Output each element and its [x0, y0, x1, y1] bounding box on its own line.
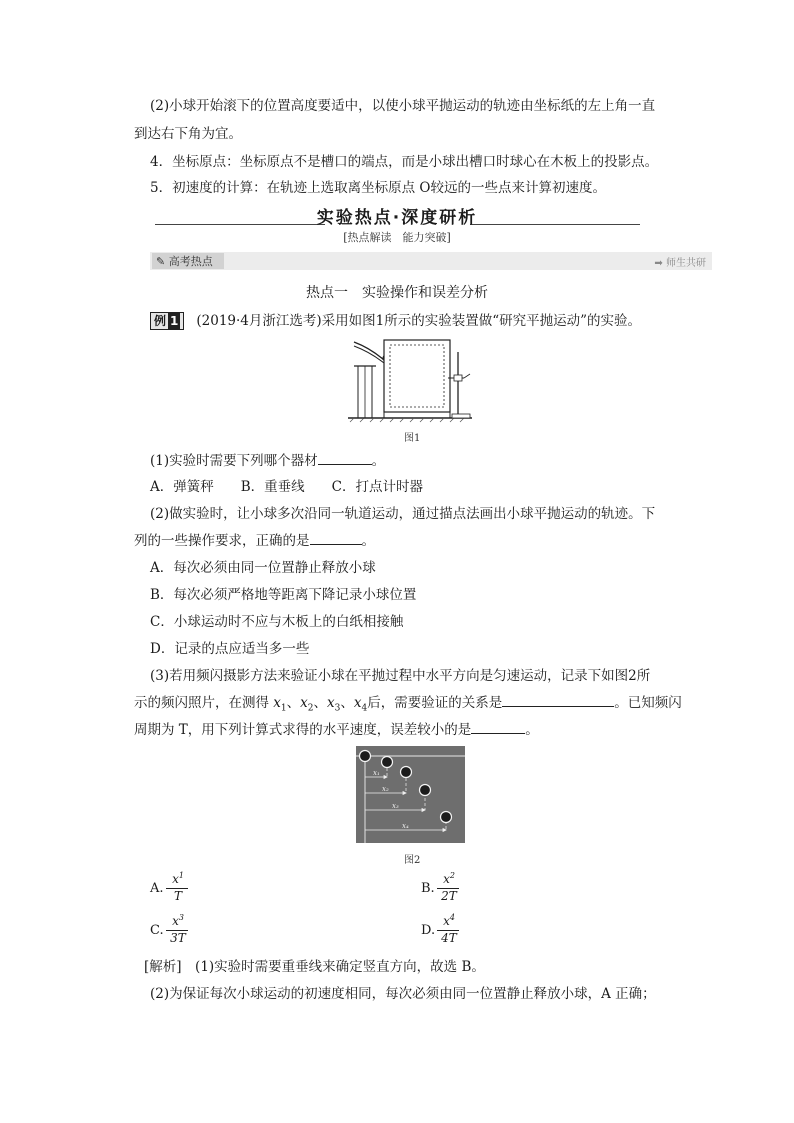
fig2-label-x1: x₁ — [373, 769, 380, 777]
question-2-cont: 列的一些操作要求，正确的是 。 — [134, 530, 375, 551]
text-line: (2)小球开始滚下的位置高度要适中，以使小球平抛运动的轨迹由坐标纸的左上角一直 — [150, 98, 656, 114]
fig2-label-x2: x₂ — [382, 785, 389, 793]
answer-blank — [318, 450, 372, 465]
fig2-label-x4: x₄ — [402, 822, 409, 830]
figure-2-strobe-photo — [356, 746, 465, 843]
section-bar-label: ✎ 高考热点 — [156, 255, 213, 268]
question-3-cont2: 周期为 T，用下列计算式求得的水平速度，误差较小的是 。 — [134, 719, 539, 740]
analysis-line-1: [解析] (1)实验时需要重垂线来确定竖直方向，故选 B。 — [144, 959, 485, 975]
answer-option-d: D. $x^4$ 4T — [421, 913, 481, 949]
figure-2-caption: 图2 — [404, 855, 421, 866]
answer-option-b: B. $x^2$ 2T — [421, 871, 481, 907]
question-3: (3)若用频闪摄影方法来验证小球在平抛过程中水平方向是匀速运动，记录下如图2所 — [150, 668, 651, 684]
figure-1-caption: 图1 — [404, 433, 421, 444]
analysis-tag: [解析] — [144, 959, 182, 975]
example-intro: 例 1 (2019·4月浙江选考)采用如图1所示的实验装置做“研究平抛运动”的实验。 — [150, 311, 641, 331]
answer-blank — [471, 719, 525, 734]
answer-option-a: A. $x^1$ T — [150, 871, 210, 907]
question-3-cont: 示的频闪照片，在测得 $x_1$、$x_2$、$x_3$、$x_4$后，需要验证的关系是 。已知频闪 — [134, 692, 682, 719]
answer-blank — [502, 692, 614, 707]
question-1-options: A．弹簧秤 B．重垂线 C．打点计时器 — [150, 479, 423, 495]
example-badge: 例 1 — [150, 312, 184, 330]
option-d: D．记录的点应适当多一些 — [150, 641, 310, 657]
answer-blank — [310, 530, 362, 545]
question-1: (1)实验时需要下列哪个器材 。 — [150, 450, 385, 471]
option-a: A．每次必须由同一位置静止释放小球 — [150, 560, 376, 576]
section-banner-title: 实验热点·深度研析 — [316, 208, 478, 228]
section-bar-right: ➡ 师生共研 — [654, 258, 706, 269]
text-line: 4．坐标原点：坐标原点不是槽口的端点，而是小球出槽口时球心在木板上的投影点。 — [150, 154, 659, 170]
section-bar — [150, 252, 712, 270]
pen-icon: ✎ — [156, 255, 166, 268]
fig2-label-x3: x₃ — [392, 802, 399, 810]
figure-1-apparatus — [340, 336, 480, 428]
text-line: 5．初速度的计算：在轨迹上选取离坐标原点 O较远的一些点来计算初速度。 — [150, 180, 606, 196]
text-line: 到达右下角为宜。 — [134, 126, 242, 142]
section-banner-subtitle: [热点解读 能力突破] — [343, 231, 451, 244]
question-2: (2)做实验时，让小球多次沿同一轨道运动，通过描点法画出小球平抛运动的轨迹。下 — [150, 506, 656, 522]
analysis-line-2: (2)为保证每次小球运动的初速度相同，每次必须由同一位置静止释放小球，A 正确； — [150, 986, 656, 1002]
option-b: B．每次必须严格地等距离下降记录小球位置 — [150, 587, 417, 603]
option-c: C．小球运动时不应与木板上的白纸相接触 — [150, 614, 404, 630]
answer-option-c: C. $x^3$ 3T — [150, 913, 210, 949]
arrow-icon: ➡ — [654, 258, 663, 269]
topic-heading: 热点一 实验操作和误差分析 — [306, 285, 488, 301]
